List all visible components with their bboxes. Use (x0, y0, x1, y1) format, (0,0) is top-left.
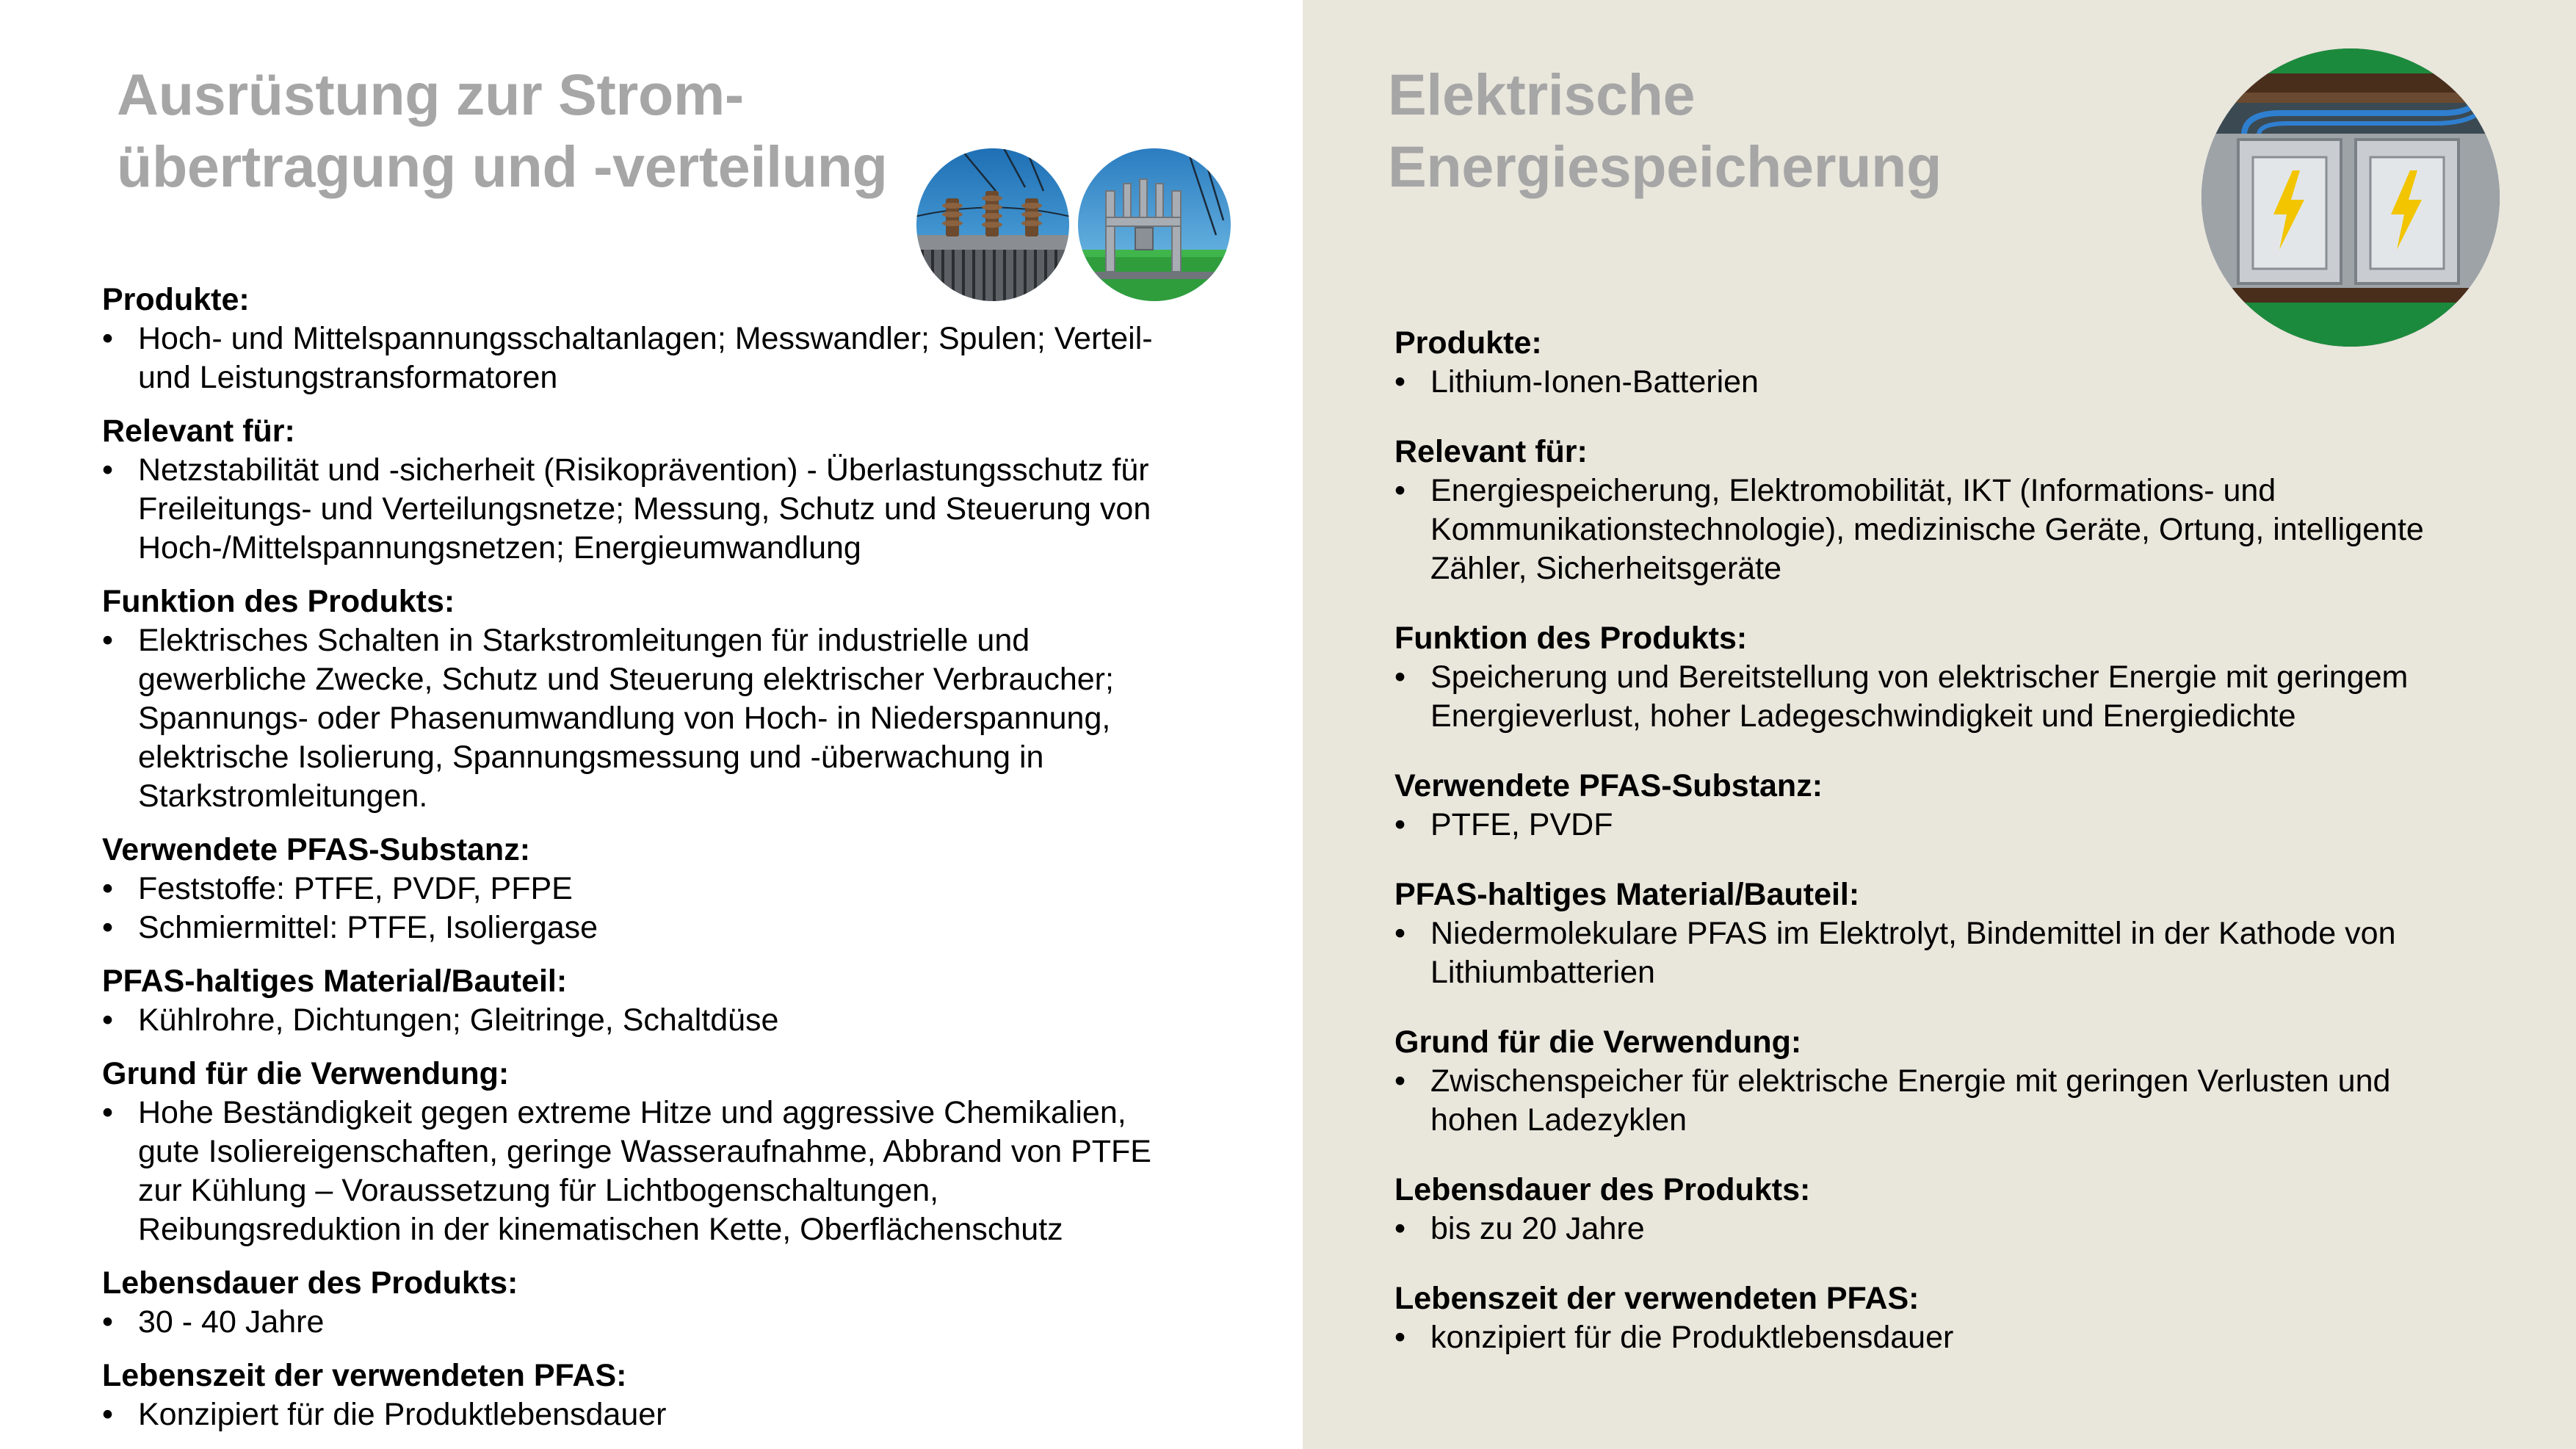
battery-storage-icon (2200, 47, 2501, 348)
section-heading: Funktion des Produkts: (1394, 621, 1748, 656)
list-item-text: gewerbliche Zwecke, Schutz und Steuerung elektrischer Verbraucher; (138, 662, 1114, 697)
list-item-text: Zwischenspeicher für elektrische Energie mit geringen Verlusten und (1430, 1063, 2391, 1099)
section-heading: PFAS-haltiges Material/Bauteil: (102, 964, 568, 999)
list-item-text: 30 - 40 Jahre (138, 1304, 325, 1340)
list-item-text: Feststoffe: PTFE, PVDF, PFPE (138, 871, 573, 906)
section-heading: Produkte: (102, 282, 250, 317)
substation-insulators-icon (915, 147, 1071, 303)
bullet-icon: • (102, 1304, 114, 1340)
bullet-icon: • (102, 910, 114, 945)
list-item (102, 451, 1153, 568)
section-heading: Grund für die Verwendung: (102, 1056, 510, 1091)
list-item-text: Hohe Beständigkeit gegen extreme Hitze und aggressive Chemikalien, (138, 1095, 1126, 1130)
bullet-icon: • (102, 452, 114, 488)
list-item-text: Netzstabilität und -sicherheit (Risikoprävention) - Überlastungsschutz für (138, 452, 1149, 488)
list-item-text: Energieverlust, hoher Ladegeschwindigkeit und Energiedichte (1430, 698, 2296, 734)
section (1394, 1023, 2424, 1140)
bullet-list (102, 621, 1153, 816)
list-item-text: Speicherung und Bereitstellung von elektrischer Energie mit geringem (1430, 660, 2409, 695)
right-panel-title (1388, 59, 1942, 203)
list-item (1394, 658, 2424, 736)
bullet-list (1394, 658, 2424, 736)
list-item-text: Hoch- und Mittelspannungsschaltanlagen; Messwandler; Spulen; Verteil- (138, 321, 1153, 356)
bullet-icon: • (1394, 1063, 1406, 1099)
list-item-text: Lithiumbatterien (1430, 955, 1655, 990)
list-item (1394, 806, 2424, 845)
bullet-list (102, 451, 1153, 568)
section (102, 1264, 1153, 1342)
list-item-text: elektrische Isolierung, Spannungsmessung und -überwachung in (138, 740, 1044, 775)
list-item-text: konzipiert für die Produktlebensdauer (1430, 1320, 1954, 1355)
list-item (1394, 363, 2424, 402)
bullet-icon: • (1394, 916, 1406, 951)
bullet-icon: • (102, 623, 114, 658)
list-item-text: PTFE, PVDF (1430, 807, 1613, 842)
section-heading: Lebenszeit der verwendeten PFAS: (1394, 1281, 1920, 1316)
left-title-line-2: übertragung und -verteilung (117, 134, 888, 199)
bullet-list (1394, 914, 2424, 992)
section (102, 412, 1153, 568)
list-item (1394, 1062, 2424, 1140)
section-heading: Funktion des Produkts: (102, 584, 455, 619)
list-item-text: gute Isoliereigenschaften, geringe Wasseraufnahme, Abbrand von PTFE (138, 1134, 1151, 1169)
bullet-icon: • (102, 1095, 114, 1130)
bullet-list (102, 1395, 1153, 1434)
right-title-line-2: Energiespeicherung (1388, 134, 1942, 199)
list-item-text: hohen Ladezyklen (1430, 1102, 1687, 1138)
section-heading: Lebensdauer des Produkts: (1394, 1172, 1811, 1207)
power-switchgear-icon (1077, 147, 1232, 303)
list-item (102, 908, 1153, 947)
list-item (1394, 1318, 2424, 1357)
bullet-icon: • (1394, 473, 1406, 508)
right-title-line-1: Elektrische (1388, 62, 1696, 127)
bullet-icon: • (102, 1002, 114, 1038)
list-item-text: Niedermolekulare PFAS im Elektrolyt, Bindemittel in der Kathode von (1430, 916, 2396, 951)
section-heading: Lebensdauer des Produkts: (102, 1265, 518, 1301)
list-item (102, 1303, 1153, 1342)
section (1394, 324, 2424, 402)
bullet-list (102, 1001, 1153, 1040)
list-item-text: Reibungsreduktion in der kinematischen Kette, Oberflächenschutz (138, 1212, 1063, 1247)
list-item-text: Schmiermittel: PTFE, Isoliergase (138, 910, 598, 945)
bullet-icon: • (1394, 1320, 1406, 1355)
list-item-text: Lithium-Ionen-Batterien (1430, 364, 1759, 400)
left-title-line-1: Ausrüstung zur Strom- (117, 62, 744, 127)
section (102, 831, 1153, 947)
list-item-text: zur Kühlung – Voraussetzung für Lichtbogenschaltungen, (138, 1173, 939, 1208)
bullet-list (102, 319, 1153, 397)
list-item-text: Kühlrohre, Dichtungen; Gleitringe, Schaltdüse (138, 1002, 779, 1038)
section-heading: Grund für die Verwendung: (1394, 1025, 1802, 1060)
bullet-list (1394, 806, 2424, 845)
section (102, 1055, 1153, 1249)
bullet-icon: • (102, 321, 114, 356)
list-item-text: Freileitungs- und Verteilungsnetze; Messung, Schutz und Steuerung von (138, 491, 1151, 527)
bullet-list (1394, 1318, 2424, 1357)
list-item (1394, 1210, 2424, 1249)
section-heading: Relevant für: (102, 413, 295, 449)
bullet-list (102, 1094, 1153, 1249)
section (1394, 433, 2424, 588)
bullet-icon: • (1394, 1211, 1406, 1246)
section (1394, 767, 2424, 845)
section-heading: Verwendete PFAS-Substanz: (1394, 768, 1823, 803)
section-heading: Verwendete PFAS-Substanz: (102, 832, 531, 867)
section-heading: Lebenszeit der verwendeten PFAS: (102, 1358, 627, 1393)
list-item (102, 1094, 1153, 1249)
bullet-icon: • (102, 871, 114, 906)
list-item-text: Elektrisches Schalten in Starkstromleitungen für industrielle und (138, 623, 1030, 658)
bullet-list (1394, 1210, 2424, 1249)
section (102, 962, 1153, 1040)
bullet-list (102, 1303, 1153, 1342)
section (1394, 1171, 2424, 1249)
section-heading: Relevant für: (1394, 434, 1588, 469)
list-item-text: Starkstromleitungen. (138, 778, 428, 814)
section-heading: PFAS-haltiges Material/Bauteil: (1394, 877, 1860, 912)
section (102, 281, 1153, 397)
bullet-list (1394, 1062, 2424, 1140)
section (1394, 1279, 2424, 1357)
bullet-icon: • (102, 1397, 114, 1432)
list-item-text: Kommunikationstechnologie), medizinische Geräte, Ortung, intelligente (1430, 512, 2424, 547)
list-item-text: Hoch-/Mittelspannungsnetzen; Energieumwandlung (138, 530, 861, 565)
bullet-list (1394, 471, 2424, 588)
section-heading: Produkte: (1394, 325, 1542, 361)
right-content (1394, 324, 2424, 1357)
list-item (102, 1395, 1153, 1434)
bullet-icon: • (1394, 660, 1406, 695)
bullet-icon: • (1394, 807, 1406, 842)
list-item (102, 870, 1153, 908)
section (102, 582, 1153, 816)
list-item (1394, 471, 2424, 588)
left-content (102, 281, 1153, 1434)
list-item-text: bis zu 20 Jahre (1430, 1211, 1645, 1246)
list-item (102, 319, 1153, 397)
list-item-text: Energiespeicherung, Elektromobilität, IKT (Informations- und (1430, 473, 2276, 508)
bullet-icon: • (1394, 364, 1406, 400)
right-panel-energy-storage (1303, 0, 2576, 1449)
section (1394, 619, 2424, 736)
section (102, 1356, 1153, 1434)
list-item-text: Spannungs- oder Phasenumwandlung von Hoch- in Niederspannung, (138, 701, 1111, 736)
list-item-text: Konzipiert für die Produktlebensdauer (138, 1397, 667, 1432)
bullet-list (1394, 363, 2424, 402)
list-item-text: Zähler, Sicherheitsgeräte (1430, 551, 1782, 586)
list-item-text: und Leistungstransformatoren (138, 360, 558, 395)
list-item (102, 621, 1153, 816)
left-panel-title (117, 59, 888, 203)
bullet-list (102, 870, 1153, 947)
list-item (102, 1001, 1153, 1040)
section (1394, 875, 2424, 992)
list-item (1394, 914, 2424, 992)
